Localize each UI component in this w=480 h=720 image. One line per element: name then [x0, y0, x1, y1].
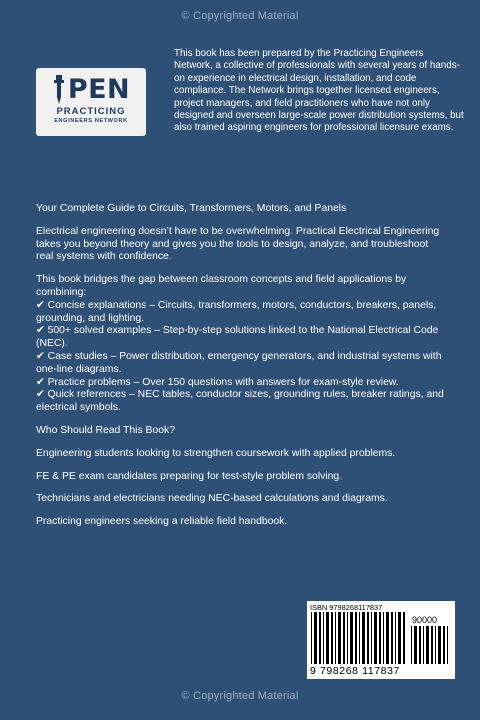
about-publisher-text: This book has been prepared by the Practicing Engineers Network, a collective of professionals with several years of hands-on experience in electrical design, installation, and code compliance. The Network brings together licensed engineers, project managers, and field practitioners who have not only designed and overseen large-scale power distribution systems, but also trained aspiring engineers for professional licensure exams.: [174, 48, 464, 134]
logo-subtitle-network: ENGINEERS NETWORK: [54, 118, 128, 124]
audience-item: Practicing engineers seeking a reliable field handbook.: [36, 516, 288, 528]
audience-heading: Who Should Read This Book?: [36, 424, 176, 436]
isbn-barcode: [307, 601, 455, 679]
audience-item: Engineering students looking to strengthen coursework with applied problems.: [36, 447, 396, 459]
book-description: [36, 203, 448, 539]
intro-paragraph: Electrical engineering doesn’t have to be overwhelming. Practical Electrical Engineering takes you beyond theory and gives you the tools to design, analyze, and troubleshoot real systems with confidence.: [36, 225, 440, 263]
audience-item: Technicians and electricians needing NEC-based calculations and diagrams.: [36, 493, 388, 505]
audience-item: FE & PE exam candidates preparing for test-style problem solving.: [36, 470, 343, 482]
copyright-watermark-top: © Copyrighted Material: [181, 10, 299, 22]
tagline: Your Complete Guide to Circuits, Transformers, Motors, and Panels: [36, 203, 347, 214]
feature-item: ✔ Concise explanations – Circuits, transformers, motors, conductors, breakers, panels, grounding, and lighting.: [36, 299, 437, 324]
bridge-paragraph: This book bridges the gap between classroom concepts and field applications by combining:: [36, 274, 407, 298]
pen-nib-icon: [52, 75, 66, 105]
feature-item: ✔ Quick references – NEC tables, conductor sizes, grounding rules, breaker ratings, and electrical symbols.: [36, 389, 444, 414]
feature-item: ✔ Case studies – Power distribution, emergency generators, and industrial systems with one-line diagrams.: [36, 350, 442, 375]
feature-item: ✔ Practice problems – Over 150 questions with answers for exam-style review.: [36, 376, 399, 388]
feature-item: ✔ 500+ solved examples – Step-by-step solutions linked to the National Electrical Code (NEC).: [36, 325, 439, 350]
publisher-logo: [36, 68, 146, 136]
barcode-number: 9 798268 117837: [310, 665, 400, 677]
logo-row: [36, 75, 146, 105]
feature-list: [36, 300, 448, 415]
logo-subtitle-practicing: PRACTICING: [56, 106, 126, 117]
price-code: 90000: [412, 615, 438, 625]
isbn-label: ISBN 9798268117837: [310, 603, 383, 612]
logo-title: PEN: [67, 74, 131, 105]
copyright-watermark-bottom: © Copyrighted Material: [181, 690, 299, 702]
